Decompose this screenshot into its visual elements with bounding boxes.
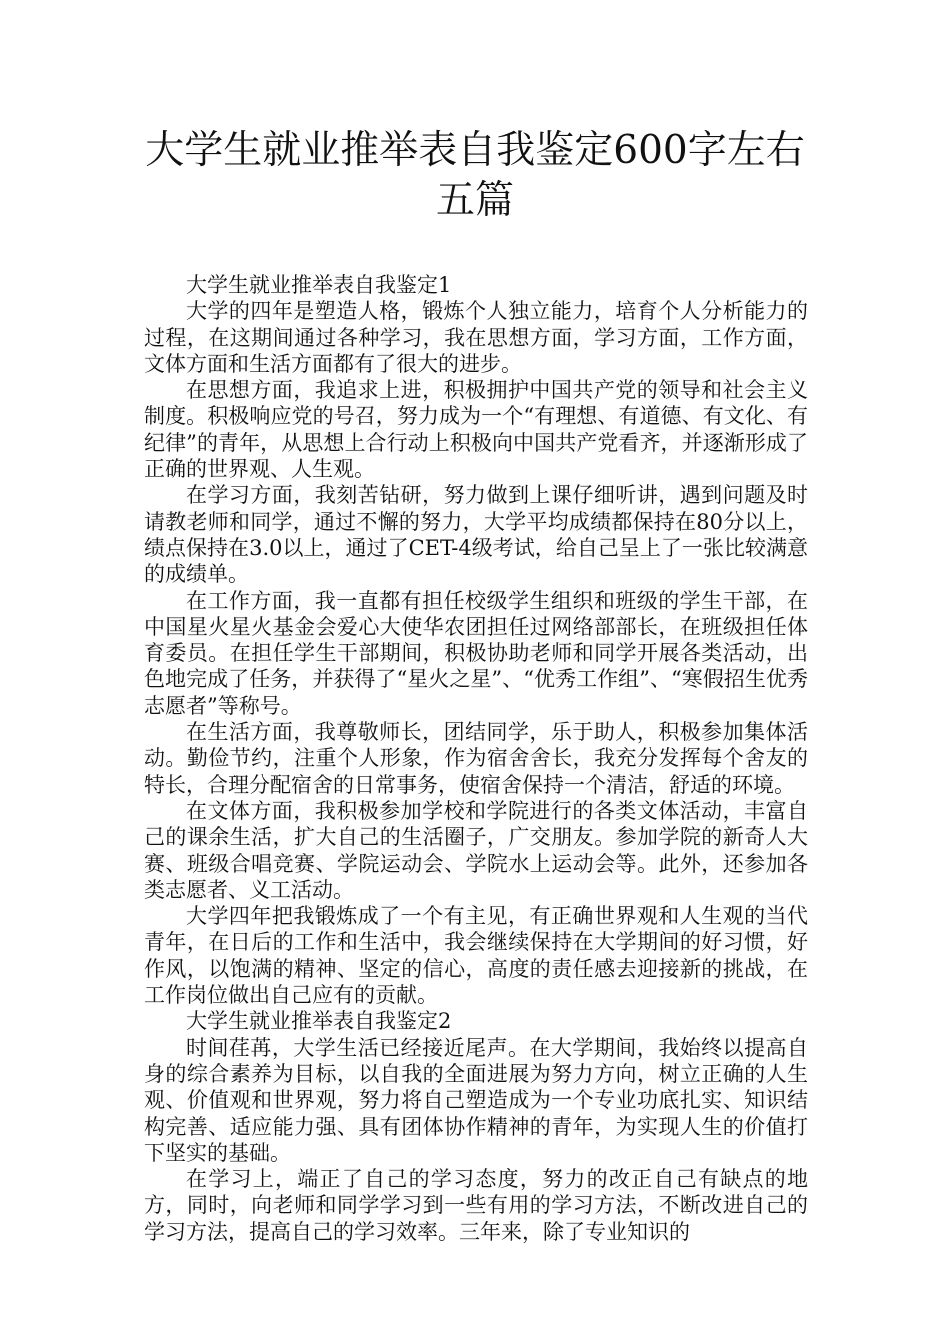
paragraph: 时间荏苒，大学生活已经接近尾声。在大学期间，我始终以提高自身的综合素养为目标，以自我的全面进展为努力方向，树立正确的人生观、价值观和世界观，努力将自己塑造成为一个专业功底扎实、知识结构完善、适应能力强、具有团体协作精神的青年，为实现人生的价值打下坚实的基础。 [144,1035,808,1165]
paragraph: 在生活方面，我尊敬师长，团结同学，乐于助人，积极参加集体活动。勤俭节约，注重个人形象，作为宿舍舍长，我充分发挥每个舍友的特长，合理分配宿舍的日常事务，使宿舍保持一个清洁，舒适的环境。 [144,720,808,797]
document-title: 大学生就业推举表自我鉴定600字左右五篇 [145,128,805,223]
paragraph: 大学四年把我锻炼成了一个有主见，有正确世界观和人生观的当代青年，在日后的工作和生活中，我会继续保持在大学期间的好习惯，好作风，以饱满的精神、坚定的信心，高度的责任感去迎接新的挑战，在工作岗位做出自己应有的贡献。 [144,904,808,1008]
paragraph: 在工作方面，我一直都有担任校级学生组织和班级的学生干部，在中国星火星火基金会爱心大使华农团担任过网络部部长，在班级担任体育委员。在担任学生干部期间，积极协助老师和同学开展各类活动，出色地完成了任务，并获得了“星火之星”、“优秀工作组”、“寒假招生优秀志愿者”等称号。 [144,588,808,718]
section-heading-1: 大学生就业推举表自我鉴定1 [186,273,452,297]
paragraph: 在学习上，端正了自己的学习态度，努力的改正自己有缺点的地方，同时，向老师和同学学习到一些有用的学习方法，不断改进自己的学习方法，提高自己的学习效率。三年来，除了专业知识的 [144,1167,808,1244]
paragraph: 在思想方面，我追求上进，积极拥护中国共产党的领导和社会主义制度。积极响应党的号召，努力成为一个“有理想、有道德、有文化、有纪律”的青年，从思想上合行动上积极向中国共产党看齐，并逐渐形成了正确的世界观、人生观。 [144,378,808,482]
section-heading-2: 大学生就业推举表自我鉴定2 [186,1009,452,1034]
paragraph: 在文体方面，我积极参加学校和学院进行的各类文体活动，丰富自己的课余生活，扩大自己的生活圈子，广交朋友。参加学院的新奇人大赛、班级合唱竞赛、学院运动会、学院水上运动会等。此外，还参加各类志愿者、义工活动。 [144,798,808,902]
document-body [144,272,808,1245]
paragraph: 大学的四年是塑造人格，锻炼个人独立能力，培育个人分析能力的过程，在这期间通过各种学习，我在思想方面，学习方面，工作方面，文体方面和生活方面都有了很大的进步。 [144,299,808,376]
paragraph: 在学习方面，我刻苦钻研，努力做到上课仔细听讲，遇到问题及时请教老师和同学，通过不懈的努力，大学平均成绩都保持在80分以上，绩点保持在3.0以上，通过了CET-4级考试，给自己呈上了一张比较满意的成绩单。 [144,483,808,587]
